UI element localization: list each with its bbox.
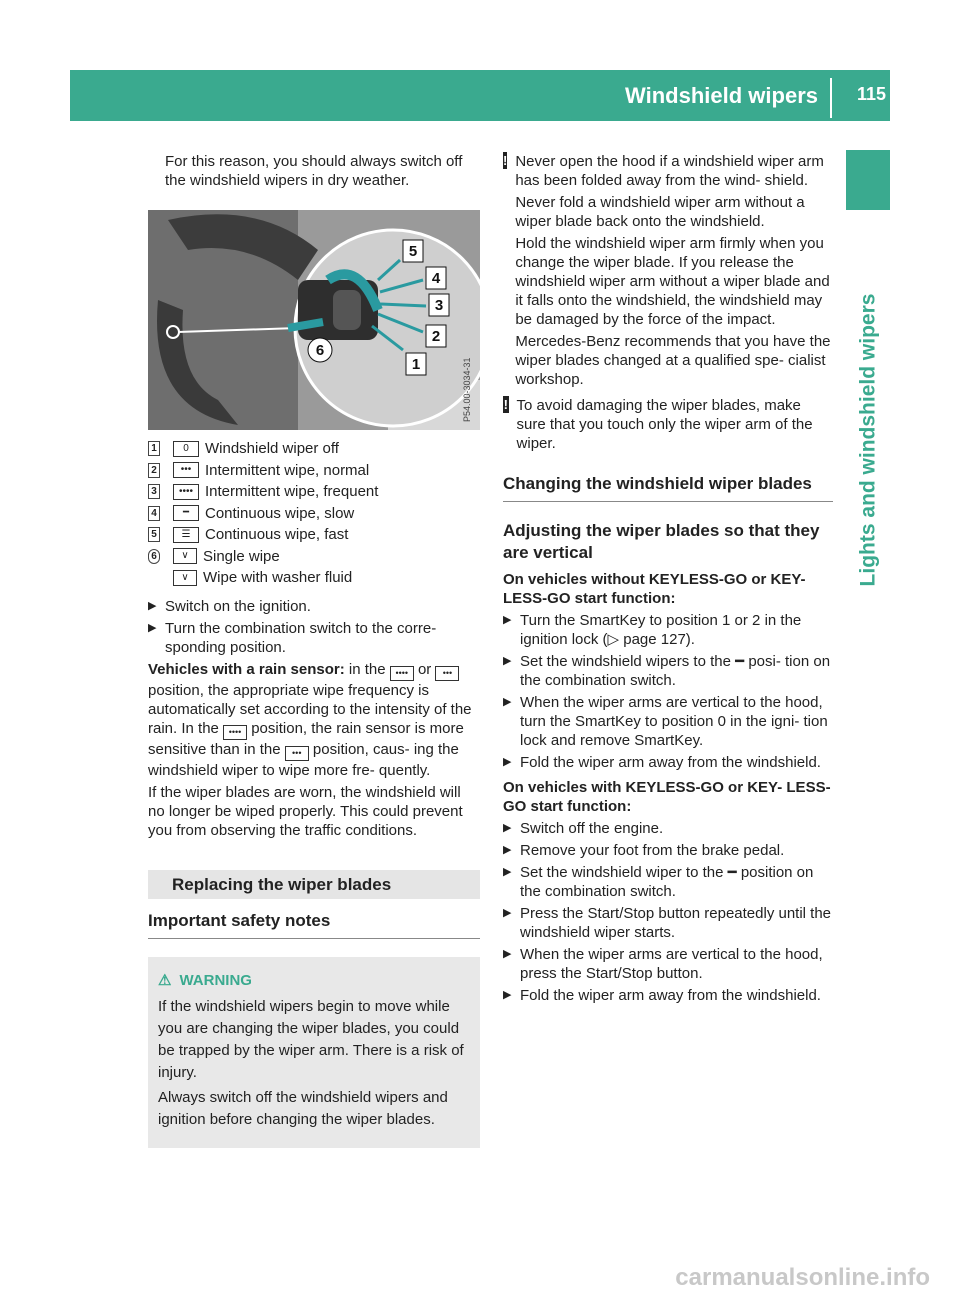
section-heading: Changing the windshield wiper blades — [503, 474, 833, 502]
exclamation-icon: ! — [503, 397, 508, 412]
switch-position-key — [148, 438, 480, 589]
note: ! To avoid damaging the wiper blades, make sure that you touch only the wiper arm of the wiper. — [503, 397, 813, 452]
key-row — [148, 460, 480, 482]
callout-3: 3 — [434, 297, 444, 314]
key-row — [148, 481, 480, 503]
steps — [148, 597, 480, 657]
single-wipe-icon: ∨ — [173, 548, 197, 564]
key-number: 6 — [148, 549, 160, 564]
key-text: Intermittent wipe, frequent — [205, 483, 379, 501]
key-text: Wipe with washer fluid — [203, 569, 353, 587]
intermittent-frequent-icon: •••• — [390, 666, 414, 681]
key-number: 5 — [148, 527, 160, 542]
left-column — [148, 152, 480, 1148]
intermittent-frequent-icon: •••• — [173, 484, 199, 500]
right-column — [503, 152, 833, 1008]
list-item: ▶ Turn the combination switch to the corre- sponding position. — [148, 619, 437, 656]
step-arrow-icon: ▶ — [148, 621, 157, 634]
list-item: ▶ Remove your foot from the brake pedal. — [503, 842, 785, 859]
warning-heading: ⚠ WARNING — [158, 971, 252, 989]
page-title: Windshield wipers — [625, 83, 818, 108]
list-item: ▶ Set the windshield wipers to the ━ posi- tion on the combination switch. — [503, 653, 831, 689]
key-number: 2 — [148, 463, 160, 478]
without-keyless-label: On vehicles without KEYLESS-GO or KEY- LESS-GO start function: — [503, 571, 806, 607]
callout-6: 6 — [315, 342, 325, 359]
step-arrow-icon: ▶ — [503, 822, 512, 834]
callout-1: 1 — [411, 356, 421, 373]
key-text: Intermittent wipe, normal — [205, 461, 370, 479]
key-text: Continuous wipe, slow — [205, 504, 355, 522]
key-text: Single wipe — [203, 547, 280, 565]
step-arrow-icon: ▶ — [503, 907, 512, 919]
key-row — [148, 503, 480, 525]
washer-fluid-icon: ∨ — [173, 570, 197, 586]
callout-5: 5 — [408, 243, 418, 260]
key-row — [148, 546, 480, 568]
intermittent-normal-icon: ••• — [173, 462, 199, 478]
step-arrow-icon: ▶ — [503, 844, 512, 856]
list-item: ▶ Set the windshield wiper to the ━ position on the combination switch. — [503, 864, 814, 900]
watermark: carmanualsonline.info — [675, 1264, 930, 1291]
intro-text: For this reason, you should always switch off the windshield wipers in dry weather. — [165, 153, 463, 189]
step-arrow-icon: ▶ — [503, 614, 512, 626]
key-row — [148, 567, 480, 589]
header-divider — [830, 78, 832, 118]
warning-text: Always switch off the windshield wipers and ignition before changing the wiper blades. — [158, 1088, 448, 1128]
subheading: Important safety notes — [148, 911, 480, 939]
intermittent-normal-icon: ••• — [285, 746, 309, 761]
callout-2: 2 — [431, 328, 441, 345]
wiper-off-icon: 0 — [173, 441, 199, 457]
warning-text: If the windshield wipers begin to move while you are changing the wiper blades, you could be trapped by the wiper arm. There is a risk of injury. — [158, 997, 464, 1081]
step-arrow-icon: ▶ — [503, 989, 512, 1001]
intermittent-frequent-icon: •••• — [223, 725, 247, 740]
list-item: ▶ When the wiper arms are vertical to the hood, turn the SmartKey to position 0 in the igni- tion lock and remove SmartKey. — [503, 694, 828, 749]
list-item: ▶ Switch off the engine. — [503, 820, 664, 837]
key-row — [148, 438, 480, 460]
continuous-fast-icon: ☰ — [173, 527, 199, 543]
list-item: ▶ Turn the SmartKey to position 1 or 2 in the ignition lock (▷ page 127). — [503, 612, 802, 648]
key-number: 1 — [148, 441, 160, 456]
step-arrow-icon: ▶ — [503, 756, 512, 768]
step-arrow-icon: ▶ — [148, 599, 157, 612]
key-text: Windshield wiper off — [205, 440, 339, 458]
note: ! Never open the hood if a windshield wiper arm has been folded away from the wind- shield. Never fold a windshield wiper arm without a wiper blade back onto the windshield. Hold the windshield wiper arm firmly when you change the wiper blade. If you release the windshield wiper arm without a wiper blade and it falls onto the windshield, the windshield may be damaged by the force of the impact. Mercedes-Benz recommends that you have the wiper blades changed at a qualified spe- cialist workshop. — [503, 153, 831, 388]
subheading: Adjusting the wiper blades so that they are vertical — [503, 521, 820, 562]
with-keyless-steps — [503, 819, 833, 1005]
step-arrow-icon: ▶ — [503, 655, 512, 667]
combination-switch-illustration — [148, 210, 480, 430]
list-item: ▶ When the wiper arms are vertical to the hood, press the Start/Stop button. — [503, 946, 823, 982]
section-heading: Replacing the wiper blades — [148, 870, 480, 899]
key-number: 3 — [148, 484, 160, 499]
worn-blades-text: If the wiper blades are worn, the windshield will no longer be wiped properly. This could prevent you from observing the traffic conditions. — [148, 783, 463, 839]
with-keyless-label: On vehicles with KEYLESS-GO or KEY- LESS-GO start function: — [503, 779, 831, 815]
continuous-slow-icon: ━ — [173, 505, 199, 521]
exclamation-icon: ! — [503, 153, 508, 168]
intermittent-normal-icon: ••• — [435, 666, 459, 681]
figure-code: P54.00-3034-31 — [462, 357, 472, 422]
list-item: ▶ Fold the wiper arm away from the windshield. — [503, 754, 821, 771]
step-arrow-icon: ▶ — [503, 948, 512, 960]
key-row — [148, 524, 480, 546]
side-tab-marker — [846, 150, 890, 210]
page-number: 115 — [856, 84, 886, 104]
side-tab-label: Lights and windshield wipers — [856, 293, 880, 587]
list-item: ▶ Press the Start/Stop button repeatedly until the windshield wiper starts. — [503, 905, 832, 941]
rain-sensor-text: Vehicles with a rain sensor: in the •••• or ••• position, the appropriate wipe frequency is automatically set according to the intensity of the rain. In the •••• position, the rain sensor is more sensitive than in the ••• position, caus- ing the windshield wiper to wipe more fre- quently. — [148, 660, 472, 779]
warning-triangle-icon: ⚠ — [158, 971, 172, 989]
step-arrow-icon: ▶ — [503, 696, 512, 708]
key-text: Continuous wipe, fast — [205, 526, 349, 544]
list-item: ▶ Switch on the ignition. — [148, 597, 311, 615]
key-number: 4 — [148, 506, 160, 521]
callout-4: 4 — [431, 270, 441, 287]
list-item: ▶ Fold the wiper arm away from the windshield. — [503, 987, 821, 1004]
step-arrow-icon: ▶ — [503, 866, 512, 878]
warning-box — [148, 957, 480, 1148]
without-keyless-steps — [503, 611, 833, 772]
page-header — [70, 70, 890, 121]
